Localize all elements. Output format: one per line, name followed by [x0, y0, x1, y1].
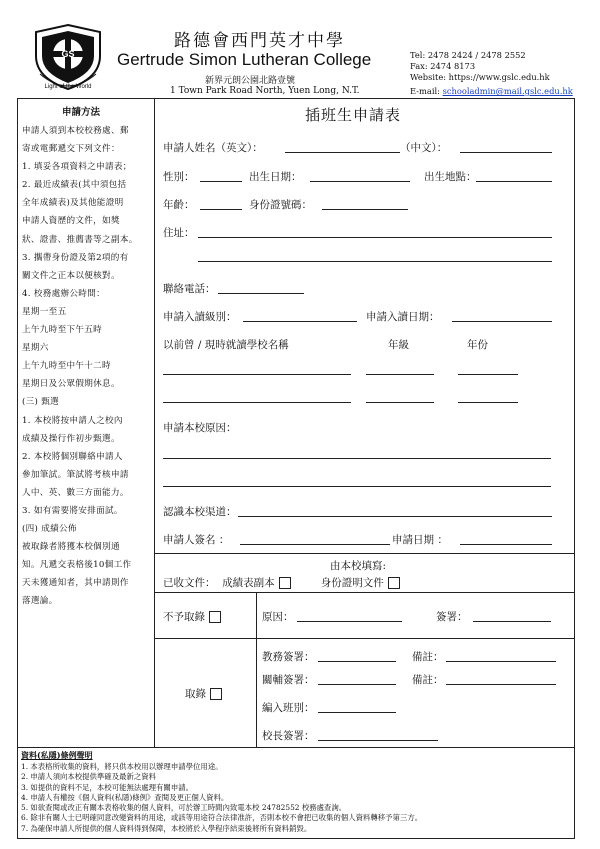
- label-remark-2: 備註：: [412, 674, 444, 686]
- label-teacher-sign: 教務簽署：: [262, 651, 315, 663]
- label-dob: 出生日期：: [249, 171, 302, 183]
- input-counsel-sign[interactable]: [318, 684, 396, 685]
- instruction-line: 2. 最近成績表(其中須包括: [22, 180, 127, 191]
- instruction-line: 4. 校務處辦公時間：: [22, 288, 105, 299]
- label-gender: 性別：: [163, 171, 195, 183]
- school-name-chinese: 路德會西門英才中學: [174, 31, 345, 51]
- instruction-line: 上午九時至中午十二時: [22, 361, 111, 372]
- input-prev-school-1[interactable]: [163, 374, 351, 375]
- instruction-line: 被取錄者將獲本校個別通: [22, 542, 120, 553]
- input-age[interactable]: [200, 209, 242, 210]
- instruction-line: 成績及操行作初步甄選。: [22, 433, 120, 444]
- input-class[interactable]: [318, 712, 396, 713]
- checkbox-not-admit[interactable]: [209, 611, 221, 623]
- privacy-item: 7. 為確保申請人所提供的個人資料得到保障，本校將於入學程序結束後將所有資料銷毀。: [21, 823, 312, 833]
- label-report-copy: 成績表副本: [222, 577, 275, 589]
- input-reject-signed[interactable]: [473, 621, 551, 622]
- address-english: 1 Town Park Road North, Yuen Long, N.T.: [170, 86, 360, 96]
- privacy-title: 資料(私隱)條例聲明: [21, 750, 93, 760]
- privacy-item: 6. 除非有關人士已明確同意改變資料的用途，或該等用途符合法律准許，否則本校不會把已收集的個人資料轉移予第三方。: [21, 813, 423, 823]
- instruction-line: 狀、證書、推薦書等之副本。: [22, 234, 138, 245]
- label-age: 年齡：: [163, 199, 195, 211]
- label-remark-1: 備註：: [412, 651, 444, 663]
- label-id-copy: 身份證明文件: [320, 577, 384, 589]
- checkbox-id-copy[interactable]: [388, 577, 400, 589]
- label-prev-school: 以前曾 / 現時就讀學校名稱: [163, 339, 289, 351]
- instruction-line: 申請人須到本校校務處、郵: [22, 126, 129, 136]
- checkbox-report-copy[interactable]: [279, 577, 291, 589]
- instruction-line: 天未獲通知者，其申請則作: [22, 578, 129, 589]
- input-address-1[interactable]: [198, 237, 552, 238]
- instruction-line: 知。凡遞交表格後10個工作: [22, 560, 132, 571]
- input-principal-sign[interactable]: [318, 740, 438, 741]
- input-name-zh[interactable]: [460, 152, 552, 153]
- label-year: 年份: [467, 339, 488, 351]
- label-id-no: 身份證號碼：: [249, 199, 312, 211]
- instruction-line: 星期六: [22, 343, 49, 354]
- email-label: E-mail:: [410, 86, 443, 96]
- label-reject-signed: 簽署：: [436, 611, 468, 623]
- input-name-en[interactable]: [285, 152, 400, 153]
- input-prev-grade-2[interactable]: [366, 402, 434, 403]
- instruction-line: 上午九時至下午五時: [22, 325, 103, 336]
- office-received: [163, 575, 400, 590]
- label-reject-reason: 原因：: [262, 611, 294, 623]
- label-apply-grade: 申請入讀級別：: [163, 311, 237, 323]
- checkbox-admit[interactable]: [210, 688, 222, 700]
- privacy-item: 3. 如提供的資料不足，本校可能無法處理有關申請。: [21, 782, 193, 792]
- input-dob[interactable]: [310, 181, 410, 182]
- input-remark-1[interactable]: [446, 661, 556, 662]
- contact-tel: Tel: 2478 2424 / 2478 2552: [410, 50, 526, 60]
- label-admit: 取錄: [185, 688, 206, 700]
- instruction-line: 寄或電郵遞交下列文件：: [22, 144, 120, 155]
- privacy-item: 1. 本表格所收集的資料，將只供本校用以辦理申請學位用途。: [21, 762, 223, 771]
- instruction-line: (四) 成績公佈: [22, 524, 77, 535]
- office-title: 由本校填寫:: [330, 560, 387, 572]
- input-apply-grade[interactable]: [243, 321, 357, 322]
- instruction-line: 3. 攜帶身份證及第2項的有: [22, 252, 129, 263]
- sidebar-title: 申請方法: [62, 107, 101, 118]
- instruction-line: 2. 本校將個別聯絡申請人: [22, 451, 123, 462]
- label-pob: 出生地點：: [424, 171, 477, 183]
- input-prev-school-2[interactable]: [163, 402, 351, 403]
- input-reject-reason[interactable]: [297, 621, 402, 622]
- instruction-line: 關文件之正本以便核對。: [22, 270, 120, 281]
- input-remark-2[interactable]: [446, 684, 556, 685]
- label-received: 已收文件：: [163, 577, 216, 589]
- input-sign-date[interactable]: [460, 544, 552, 545]
- option-admit: [185, 686, 222, 701]
- input-phone[interactable]: [218, 293, 304, 294]
- contact-website: Website: https://www.gslc.edu.hk: [410, 72, 550, 82]
- input-pob[interactable]: [476, 181, 552, 182]
- logo-motto: Light of the World: [44, 84, 92, 90]
- label-counsel-sign: 關輔簽署：: [262, 674, 315, 686]
- input-reason-1[interactable]: [163, 458, 551, 459]
- label-class: 編入班別：: [262, 702, 315, 714]
- privacy-item: 2. 申請人須向本校提供準確及最新之資料: [21, 772, 157, 782]
- instruction-line: 落選論。: [22, 596, 58, 607]
- instruction-line: 星期一至五: [22, 306, 67, 317]
- privacy-statement: [21, 762, 422, 834]
- privacy-item: 4. 申請人有權按《個人資料(私隱)條例》查閱及更正個人資料。: [21, 792, 229, 802]
- instruction-line: 人中、英、數三方面能力。: [22, 487, 129, 498]
- address-chinese: 新界元朗公園北路壹號: [205, 76, 296, 86]
- school-name-english: Gertrude Simon Lutheran College: [117, 50, 372, 69]
- email-link[interactable]: schooladmin@mail.gslc.edu.hk: [442, 86, 573, 96]
- input-id-no[interactable]: [322, 209, 408, 210]
- input-address-2[interactable]: [198, 261, 552, 262]
- label-name-en: 申請人姓名（英文）：: [163, 142, 263, 154]
- instruction-line: (三) 甄選: [22, 397, 60, 408]
- privacy-item: 5. 如欲查閱或改正有關本表格收集的個人資料，可於辦工時間內致電本校 24782552 校務處查詢。: [21, 803, 347, 813]
- school-logo: [30, 22, 106, 92]
- form-title: 插班生申請表: [305, 106, 402, 124]
- label-phone: 聯絡電話：: [163, 283, 216, 295]
- svg-text:GS: GS: [61, 49, 75, 59]
- input-reason-2[interactable]: [163, 486, 551, 487]
- label-address: 住址：: [163, 227, 195, 239]
- contact-email: [410, 86, 573, 96]
- label-signature: 申請人簽名 ：: [163, 534, 230, 546]
- instruction-line: 申請人資歷的文件，如獎: [22, 216, 120, 227]
- input-teacher-sign[interactable]: [318, 661, 396, 662]
- instruction-line: 參加筆試。筆試將考核申請: [22, 469, 129, 480]
- contact-fax: Fax: 2474 8173: [410, 61, 476, 71]
- input-prev-year-1[interactable]: [458, 374, 518, 375]
- label-principal-sign: 校長簽署：: [262, 730, 315, 742]
- option-not-admit: [163, 609, 221, 624]
- input-prev-grade-1[interactable]: [366, 374, 434, 375]
- label-name-zh: （中文）：: [400, 142, 448, 154]
- input-apply-date[interactable]: [452, 321, 552, 322]
- label-channel: 認識本校渠道：: [163, 506, 237, 518]
- instruction-line: 1. 填妥各項資料之申請表；: [22, 162, 132, 173]
- input-gender[interactable]: [200, 181, 242, 182]
- instruction-line: 1. 本校將按申請人之校內: [22, 415, 123, 426]
- label-sign-date: 申請日期 ：: [392, 534, 448, 546]
- application-instructions: [22, 122, 154, 611]
- instruction-line: 全年成績表)及其他能證明: [22, 198, 124, 209]
- label-grade: 年級: [388, 339, 409, 351]
- label-not-admit: 不予取錄: [163, 611, 205, 623]
- input-channel[interactable]: [238, 516, 552, 517]
- label-apply-date: 申請入讀日期：: [366, 311, 440, 323]
- input-signature[interactable]: [240, 544, 390, 545]
- instruction-line: 星期日及公眾假期休息。: [22, 379, 120, 390]
- label-reason: 申請本校原因：: [163, 422, 237, 434]
- input-prev-year-2[interactable]: [458, 402, 518, 403]
- instruction-line: 3. 如有需要將安排面試。: [22, 505, 123, 516]
